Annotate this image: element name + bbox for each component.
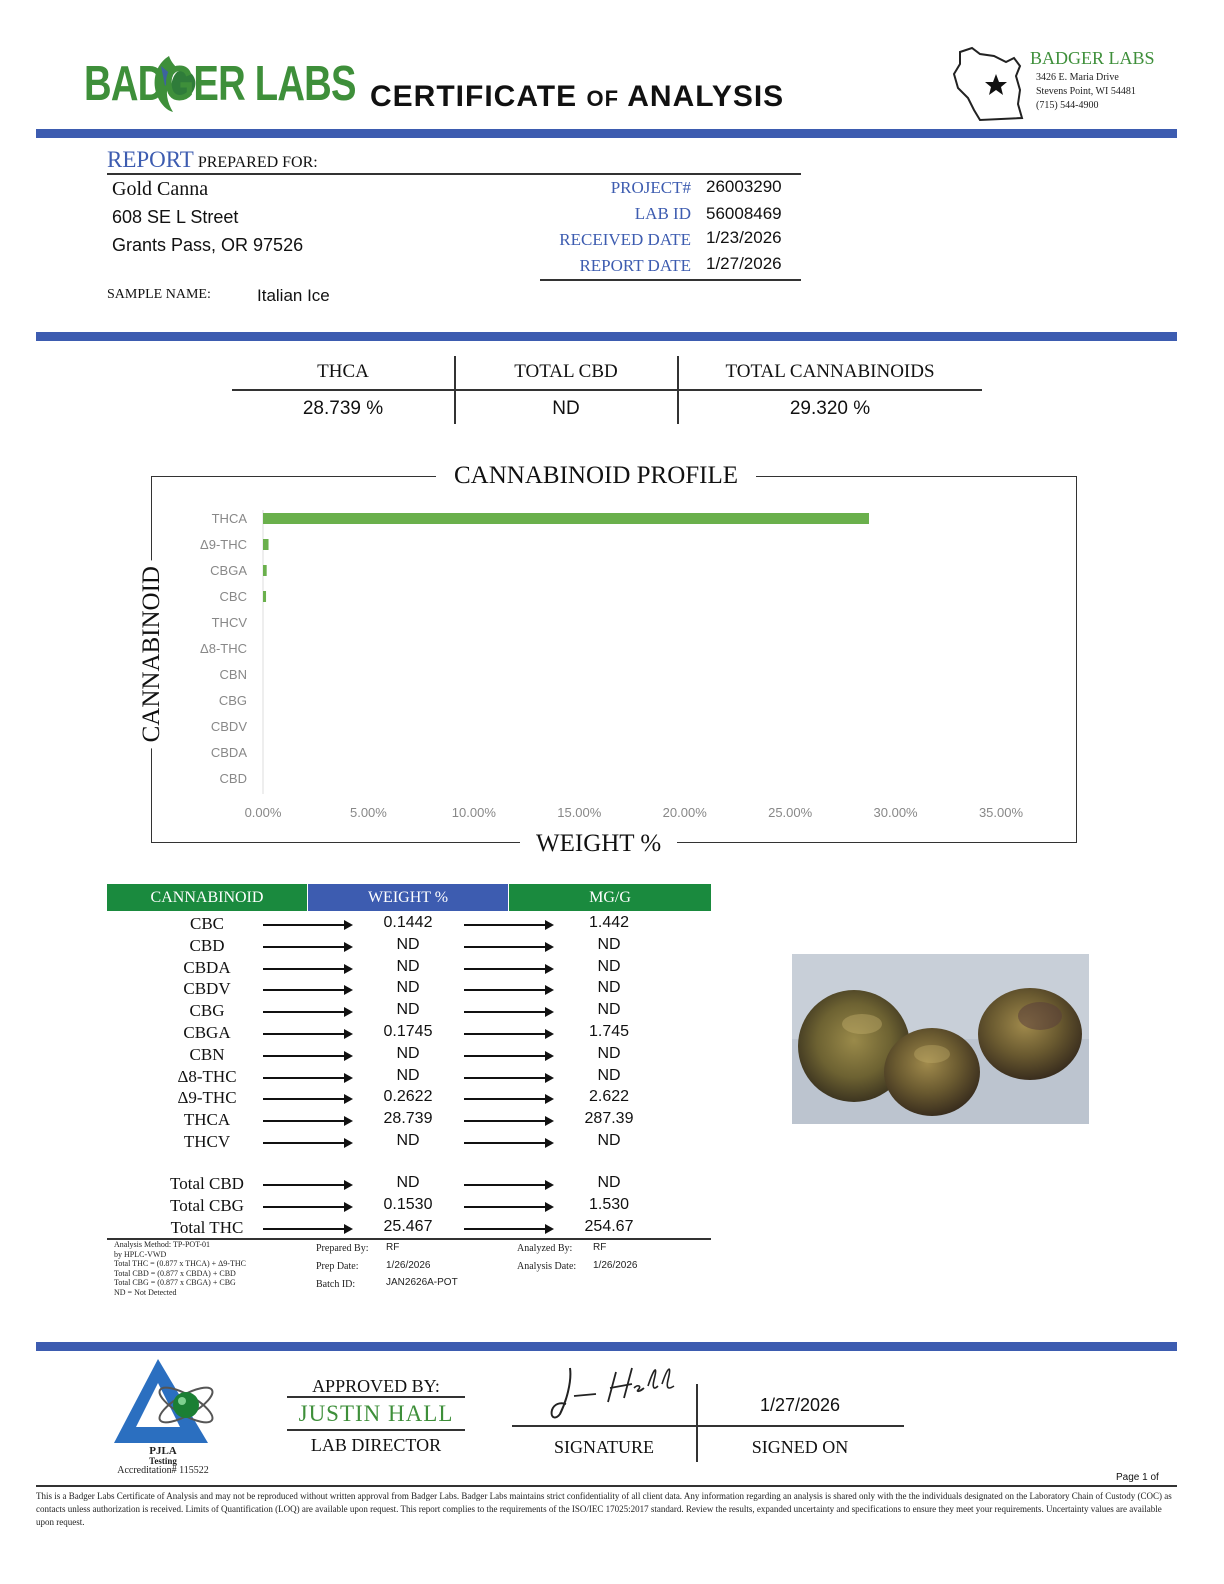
rule xyxy=(107,173,801,175)
table-row-weight: ND xyxy=(396,935,420,953)
signed-on-label: SIGNED ON xyxy=(751,1437,849,1457)
brand-wordmark: BADGER LABS xyxy=(84,57,356,111)
chart-category-label: CBDV xyxy=(210,719,247,734)
batch-id-label: Batch ID: xyxy=(316,1279,356,1290)
report-prepared-for-label: REPORT PREPARED FOR: xyxy=(107,147,318,172)
total-row-weight: 25.467 xyxy=(383,1217,433,1235)
client-name: Gold Canna xyxy=(112,178,209,200)
lab-name: BADGER LABS xyxy=(1030,48,1155,68)
table-row-name: CBDV xyxy=(183,979,231,999)
table-row-name: CBG xyxy=(189,1001,225,1021)
chart-category-label: CBDA xyxy=(210,745,247,760)
chart-tick-label: 30.00% xyxy=(873,805,918,820)
page-number: Page 1 of xyxy=(1116,1472,1159,1483)
chart-tick-label: 15.00% xyxy=(557,805,602,820)
lab-address-line2: Stevens Point, WI 54481 xyxy=(1036,86,1136,97)
client-street: 608 SE L Street xyxy=(112,207,239,227)
footer-divider xyxy=(36,1342,1177,1351)
chart-title: CANNABINOID PROFILE xyxy=(436,462,756,490)
table-row-name: CBDA xyxy=(183,957,231,977)
chart-tick-label: 0.00% xyxy=(244,805,282,820)
table-row-mgg: 2.622 xyxy=(588,1088,630,1106)
table-row-mgg: ND xyxy=(597,935,621,953)
signed-on-date: 1/27/2026 xyxy=(759,1395,841,1415)
table-row-weight: ND xyxy=(396,1132,420,1149)
summary-total-cannabinoids-label: TOTAL CANNABINOIDS xyxy=(725,361,935,382)
director-title: LAB DIRECTOR xyxy=(310,1435,442,1455)
table-row-name: CBGA xyxy=(183,1023,231,1042)
table-row-mgg: ND xyxy=(597,1001,621,1019)
rule xyxy=(540,279,801,281)
analyzed-by-label: Analyzed By: xyxy=(517,1243,573,1254)
total-row-name: Total THC xyxy=(170,1217,244,1237)
received-date-label: RECEIVED DATE xyxy=(559,230,691,249)
chart-tick-label: 10.00% xyxy=(451,805,496,820)
total-row-weight: ND xyxy=(396,1174,420,1191)
table-row-mgg: ND xyxy=(597,1066,621,1084)
report-date-value: 1/27/2026 xyxy=(706,254,782,273)
table-row-name: THCA xyxy=(183,1110,231,1130)
labid-label: LAB ID xyxy=(634,204,691,223)
section-divider xyxy=(36,332,1177,341)
chart-tick-label: 25.00% xyxy=(768,805,813,820)
prepared-by-label: Prepared By: xyxy=(316,1243,369,1254)
column-header-cannabinoid: CANNABINOID xyxy=(107,884,307,911)
received-date-value: 1/23/2026 xyxy=(706,228,782,247)
sample-name-value: Italian Ice xyxy=(257,286,330,305)
method-note: Analysis Method: TP-POT-01 by HPLC-VWD Total THC = (0.877 x THCA) + Δ9-THC Total CBD = (0.877 x CBDA) + CBD Total CBG = (0.877 x CBGA) + CBG ND = Not Detected xyxy=(114,1240,246,1297)
lab-address-line1: 3426 E. Maria Drive xyxy=(1036,72,1119,83)
total-row-mgg: 1.530 xyxy=(588,1195,630,1213)
signature-line xyxy=(512,1425,904,1427)
rule xyxy=(287,1429,465,1431)
chart-tick-label: 5.00% xyxy=(349,805,387,820)
pjla-caption: PJLA Testing Accreditation# 115522 xyxy=(117,1445,209,1476)
table-row-mgg: 1.745 xyxy=(588,1023,630,1040)
table-row-mgg: 1.442 xyxy=(588,914,630,931)
table-row-mgg: ND xyxy=(597,957,621,975)
signature-label: SIGNATURE xyxy=(553,1437,654,1457)
rule xyxy=(232,389,982,391)
table-row-weight: ND xyxy=(396,1001,420,1019)
cannabinoid-profile-chart xyxy=(151,476,1077,843)
director-name: JUSTIN HALL xyxy=(298,1401,454,1426)
table-row-weight: ND xyxy=(396,1044,420,1062)
column-header-weight: WEIGHT % xyxy=(308,884,508,911)
chart-category-label: THCA xyxy=(211,511,247,526)
chart-bar xyxy=(263,539,269,550)
chart-bar xyxy=(263,591,266,602)
chart-category-label: Δ9-THC xyxy=(200,537,247,552)
chart-x-axis-label: WEIGHT % xyxy=(520,830,677,858)
total-row-weight: 0.1530 xyxy=(383,1195,433,1213)
prepared-by-value: RF xyxy=(386,1242,400,1253)
sample-name-label: SAMPLE NAME: xyxy=(107,287,211,302)
table-row-name: THCV xyxy=(183,1132,231,1151)
table-row-weight: ND xyxy=(396,1066,420,1084)
disclaimer-text: This is a Badger Labs Certificate of Analysis and may not be reproduced without written approval from Badger Labs. Badger Labs maintains strict confidentiality of all client data. Any information regarding an analysis is shared only with the the individuals designated on the Laboratory Chain of Custody (COC) as contacts unless authorization is received. Limits of Quantification (LOQ) are available upon request. This report complies to the requirements of the ISO/IEC 17025:2017 standard. Review the results, expanded uncertainty and specifications to ensure they meet your requirements. Uncertainty values are available upon request. xyxy=(36,1491,1172,1527)
table-row-mgg: ND xyxy=(597,1132,621,1149)
total-row-name: Total CBD xyxy=(170,1174,244,1193)
total-row-mgg: 254.67 xyxy=(584,1217,634,1235)
project-label: PROJECT# xyxy=(610,178,691,197)
chart-bar xyxy=(263,513,869,524)
handwritten-signature xyxy=(548,1358,678,1428)
analysis-date-value: 1/26/2026 xyxy=(593,1260,638,1271)
summary-thca-label: THCA xyxy=(317,361,369,382)
chart-category-label: CBN xyxy=(219,667,247,682)
total-row-mgg: ND xyxy=(597,1174,621,1191)
summary-total-cannabinoids-value: 29.320 % xyxy=(789,398,871,419)
table-row-name: Δ8-THC xyxy=(177,1066,237,1086)
table-row-weight: 0.1745 xyxy=(383,1023,433,1040)
chart-tick-label: 20.00% xyxy=(662,805,707,820)
table-row-weight: 28.739 xyxy=(383,1110,433,1128)
chart-category-label: CBG xyxy=(218,693,247,708)
column-header-mgg: MG/G xyxy=(509,884,711,911)
project-value: 26003290 xyxy=(706,177,782,196)
table-row-mgg: ND xyxy=(597,979,621,997)
chart-tick-label: 35.00% xyxy=(978,805,1024,820)
total-row-name: Total CBG xyxy=(170,1195,244,1215)
chart-category-label: Δ8-THC xyxy=(200,641,247,656)
prep-date-label: Prep Date: xyxy=(316,1261,359,1272)
lab-phone: (715) 544-4900 xyxy=(1036,100,1099,111)
wisconsin-map-icon xyxy=(950,40,1030,122)
client-city: Grants Pass, OR 97526 xyxy=(112,235,304,255)
document-title: CERTIFICATE OF ANALYSIS xyxy=(370,80,785,113)
table-row-name: CBC xyxy=(189,914,225,933)
table-row-name: CBD xyxy=(189,935,225,955)
rule xyxy=(36,1485,1177,1487)
chart-category-label: CBD xyxy=(219,771,247,786)
chart-category-label: CBGA xyxy=(210,563,247,578)
analyzed-by-value: RF xyxy=(593,1242,607,1253)
table-row-weight: 0.2622 xyxy=(383,1088,433,1106)
summary-total-cbd-value: ND xyxy=(552,398,580,419)
table-row-weight: ND xyxy=(396,979,420,997)
prep-date-value: 1/26/2026 xyxy=(386,1260,431,1271)
sample-photo xyxy=(792,954,1089,1124)
header-divider xyxy=(36,129,1177,138)
table-row-name: Δ9-THC xyxy=(177,1088,237,1108)
table-row-weight: 0.1442 xyxy=(383,914,433,931)
table-row-mgg: 287.39 xyxy=(584,1110,634,1128)
analysis-date-label: Analysis Date: xyxy=(517,1261,577,1272)
chart-category-label: CBC xyxy=(219,589,247,604)
chart-y-axis-label: CANNABINOID xyxy=(138,560,166,748)
chart-category-label: THCV xyxy=(211,615,247,630)
chart-bar xyxy=(263,565,267,576)
summary-total-cbd-label: TOTAL CBD xyxy=(514,361,618,382)
batch-id-value: JAN2626A-POT xyxy=(386,1277,458,1288)
report-date-label: REPORT DATE xyxy=(579,256,691,275)
summary-thca-value: 28.739 % xyxy=(302,398,384,419)
labid-value: 56008469 xyxy=(706,204,782,223)
table-row-name: CBN xyxy=(189,1044,225,1064)
table-row-weight: ND xyxy=(396,957,420,975)
divider xyxy=(696,1384,698,1462)
approved-by-label: APPROVED BY: xyxy=(312,1376,440,1396)
table-row-mgg: ND xyxy=(597,1044,621,1062)
